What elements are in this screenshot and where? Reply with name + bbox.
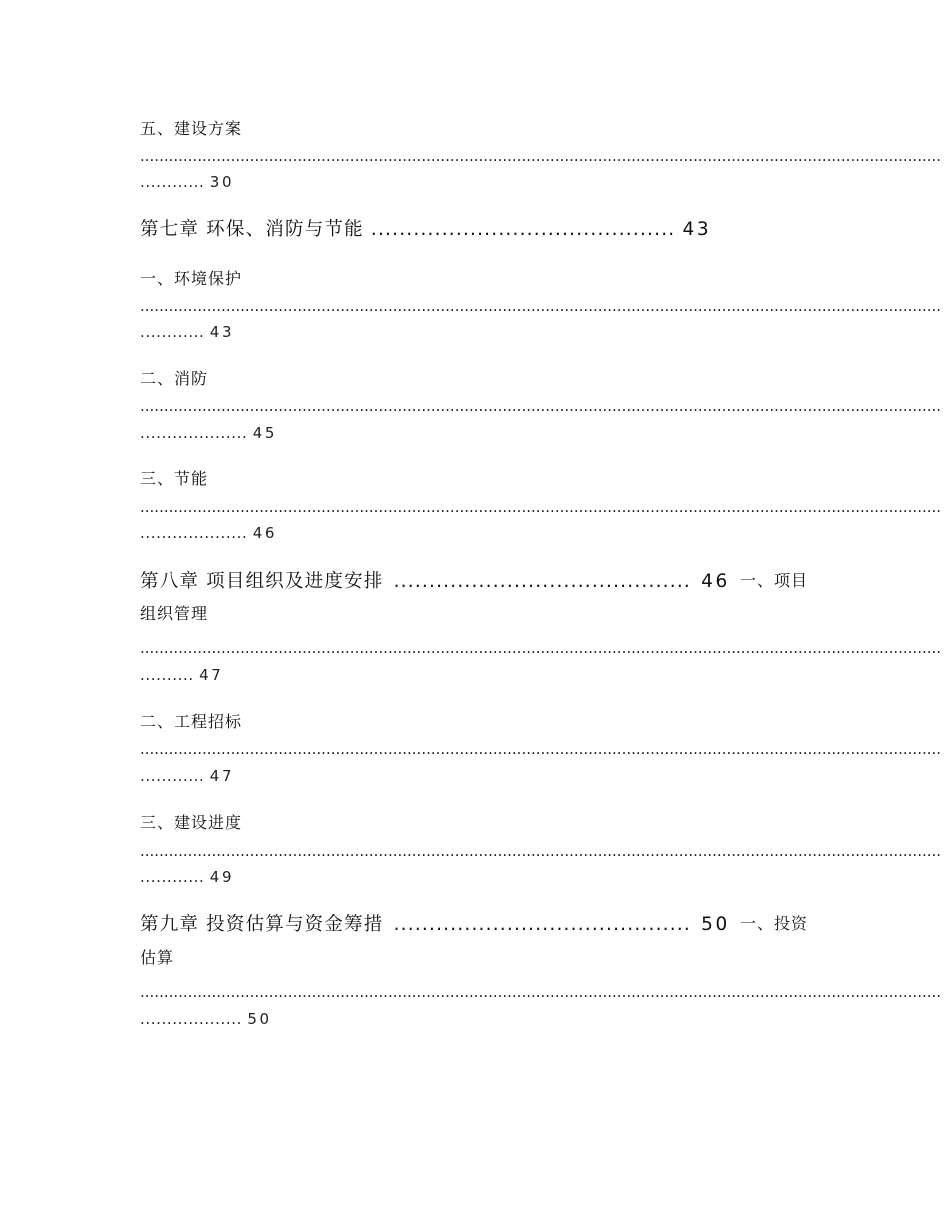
- toc-leader-dots: ..........................................: [393, 914, 691, 935]
- toc-leader-dots: ............: [140, 767, 205, 785]
- toc-entry-page-line: [140, 175, 234, 190]
- toc-chapter-title: 第九章 投资估算与资金筹措: [140, 914, 384, 935]
- toc-entry-title-wrap: 组织管理: [140, 604, 209, 623]
- toc-entry-title: 二、消防: [140, 369, 209, 388]
- toc-leader-dots: ........................................................................................................................................................................: [140, 397, 942, 415]
- toc-leader-dots: ........................................................................................................................................................................: [140, 147, 942, 165]
- toc-entry-title: 一、项目: [739, 571, 808, 590]
- toc-chapter-entry: [140, 573, 808, 592]
- toc-leader-dots: ........................................................................................................................................................................: [140, 297, 942, 315]
- toc-leader-dots: ............: [140, 173, 205, 191]
- toc-chapter-title: 第七章 环保、消防与节能: [140, 219, 364, 240]
- toc-entry-title: 三、建设进度: [140, 813, 243, 832]
- toc-chapter-entry: [140, 221, 711, 240]
- toc-page-number: 46: [701, 571, 730, 592]
- toc-leader-dots: ........................................................................................................................................................................: [140, 842, 942, 860]
- toc-leader-dots: ...........................................: [370, 219, 676, 240]
- toc-chapter-entry: [140, 916, 808, 935]
- toc-page-number: 50: [247, 1010, 272, 1028]
- toc-entry-page-line: [140, 426, 277, 441]
- toc-leader-dots: ........................................................................................................................................................................: [140, 639, 942, 657]
- toc-page-number: 43: [209, 323, 235, 341]
- toc-entry-page-line: [140, 325, 234, 340]
- toc-page-number: 49: [209, 868, 235, 886]
- toc-leader-dots: ............: [140, 323, 205, 341]
- toc-leader-dots: ........................................................................................................................................................................: [140, 740, 942, 758]
- toc-leader-dots: ........................................................................................................................................................................: [140, 498, 942, 516]
- toc-entry-title: 一、环境保护: [140, 269, 243, 288]
- toc-page-number: 43: [682, 219, 712, 240]
- toc-entry-title: 五、建设方案: [140, 119, 243, 138]
- toc-leader-dots: ............: [140, 868, 205, 886]
- toc-leader-dots: ....................: [140, 424, 248, 442]
- toc-leader-dots: ...................: [140, 1010, 242, 1028]
- toc-leader-dots: ..........: [140, 666, 194, 684]
- toc-entry-title: 一、投资: [739, 914, 808, 933]
- toc-entry-title: 三、节能: [140, 469, 209, 488]
- toc-page-number: 45: [252, 424, 278, 442]
- toc-entry-page-line: [140, 870, 234, 885]
- toc-leader-dots: ........................................................................................................................................................................: [140, 983, 942, 1001]
- toc-leader-dots: ....................: [140, 524, 248, 542]
- toc-entry-page-line: [140, 526, 277, 541]
- toc-entry-page-line: [140, 1012, 272, 1027]
- toc-page-number: 50: [701, 914, 730, 935]
- toc-chapter-title: 第八章 项目组织及进度安排: [140, 571, 384, 592]
- toc-page-number: 30: [209, 173, 235, 191]
- toc-entry-title: 二、工程招标: [140, 712, 243, 731]
- toc-entry-page-line: [140, 769, 234, 784]
- toc-page-number: 47: [199, 666, 224, 684]
- toc-entry-title-wrap: 估算: [140, 948, 175, 967]
- toc-entry-page-line: [140, 668, 223, 683]
- toc-leader-dots: ..........................................: [393, 571, 691, 592]
- toc-page-number: 46: [252, 524, 278, 542]
- toc-page-number: 47: [209, 767, 235, 785]
